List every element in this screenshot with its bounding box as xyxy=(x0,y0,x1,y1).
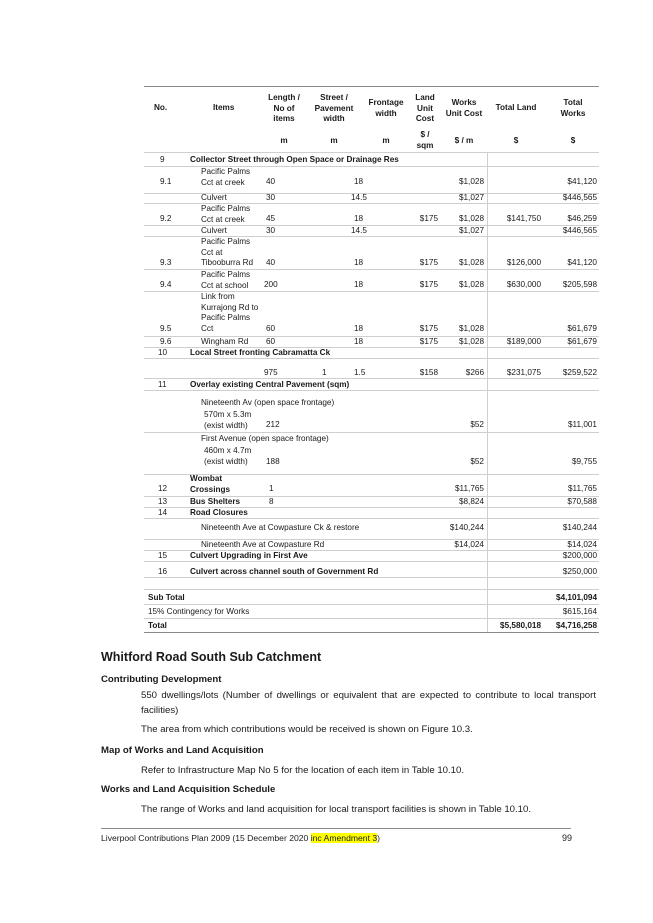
row-item: Pacific Palms Cct at creek xyxy=(201,204,251,224)
header-frontage: Frontage width xyxy=(368,98,404,118)
cell-total-works: $446,565 xyxy=(562,193,597,202)
cell-length: 40 xyxy=(266,177,276,186)
subtotal-label: Sub Total xyxy=(148,593,185,602)
header-total-works: Total Works xyxy=(560,98,586,118)
contributing-text: 550 dwellings/lots (Number of dwellings or equivalent that are expected to contribute to local transport facilities) xyxy=(141,690,596,716)
cell-works-unit: $1,028 xyxy=(458,177,484,186)
row-no: 9.6 xyxy=(160,337,172,346)
header-length: Length / No of items xyxy=(268,93,300,123)
row-item: Overlay existing Central Pavement (sqm) xyxy=(190,380,350,389)
total-label: Total xyxy=(148,621,167,630)
cell-length: 30 xyxy=(266,193,276,202)
cell-frontage: 1.5 xyxy=(354,368,366,377)
cell-length: 1 xyxy=(269,484,274,493)
total-works: $4,716,258 xyxy=(556,621,597,630)
unit-works: $ / m xyxy=(454,136,474,145)
row-item: Wingham Rd xyxy=(201,337,249,346)
row-item: Pacific Palms Cct at creek xyxy=(201,167,251,187)
total-land: $5,580,018 xyxy=(500,621,541,630)
header-no: No. xyxy=(154,103,168,112)
row-item: Nineteenth Av (open space frontage) xyxy=(201,398,335,407)
row-item: Nineteenth Ave at Cowpasture Rd xyxy=(201,540,325,549)
cell-length: 200 xyxy=(264,280,278,289)
cell-land-unit: $175 xyxy=(419,324,438,333)
cell-land-unit: $175 xyxy=(419,280,438,289)
unit-frontage: m xyxy=(382,136,390,145)
contributing-heading: Contributing Development xyxy=(101,674,222,685)
cell-total-land: $189,000 xyxy=(506,337,541,346)
cell-total-works: $41,120 xyxy=(567,177,597,186)
cell-frontage: 18 xyxy=(354,177,364,186)
cell-length: 60 xyxy=(266,324,276,333)
cell-total-works: $61,679 xyxy=(567,324,597,333)
cell-frontage: 18 xyxy=(354,337,364,346)
cell-length: 975 xyxy=(264,368,278,377)
row-no: 9.1 xyxy=(160,177,172,186)
cell-total-works: $41,120 xyxy=(567,258,597,267)
row-no: 10 xyxy=(158,348,168,357)
row-no: 9 xyxy=(160,155,165,164)
footer-text: Liverpool Contributions Plan 2009 (15 December 2020 inc Amendment 3) xyxy=(101,833,381,843)
cell-works-unit: $52 xyxy=(470,420,484,429)
row-item: Culvert Upgrading in First Ave xyxy=(190,551,308,560)
cell-works-unit: $14,024 xyxy=(454,540,484,549)
cell-total-works: $250,000 xyxy=(562,567,597,576)
cell-works-unit: $1,028 xyxy=(458,214,484,223)
cell-length: 40 xyxy=(266,258,276,267)
cell-length: 60 xyxy=(266,337,276,346)
map-text: Refer to Infrastructure Map No 5 for the location of each item in Table 10.10. xyxy=(141,765,464,776)
row-item: First Avenue (open space frontage) xyxy=(201,434,329,443)
row-no: 13 xyxy=(158,497,168,506)
cell-total-works: $259,522 xyxy=(562,368,597,377)
contingency-label: 15% Contingency for Works xyxy=(148,607,250,616)
cell-street: 1 xyxy=(322,368,327,377)
cell-works-unit: $52 xyxy=(470,457,484,466)
cell-total-works: $61,679 xyxy=(567,337,597,346)
amendment-highlight: inc Amendment 3 xyxy=(310,833,378,843)
cell-frontage: 18 xyxy=(354,258,364,267)
cell-land-unit: $158 xyxy=(419,368,438,377)
cell-total-land: $126,000 xyxy=(506,258,541,267)
cell-land-unit: $175 xyxy=(419,258,438,267)
schedule-heading: Works and Land Acquisition Schedule xyxy=(101,784,276,795)
row-item: Pacific Palms Cct at Tibooburra Rd xyxy=(201,237,254,267)
cell-land-unit: $175 xyxy=(419,337,438,346)
row-item: Pacific Palms Cct at school xyxy=(201,270,251,290)
cell-total-land: $141,750 xyxy=(506,214,541,223)
cell-total-works: $46,259 xyxy=(567,214,597,223)
header-street: Street / Pavement width xyxy=(314,93,354,123)
cell-total-works: $140,244 xyxy=(562,523,597,532)
cell-works-unit: $1,028 xyxy=(458,337,484,346)
contingency-works: $615,164 xyxy=(562,607,597,616)
unit-length: m xyxy=(280,136,288,145)
cell-length: 188 xyxy=(266,457,280,466)
row-item: Culvert across channel south of Government Rd xyxy=(190,567,379,576)
cell-frontage: 18 xyxy=(354,214,364,223)
cell-frontage: 14.5 xyxy=(351,226,367,235)
cell-works-unit: $140,244 xyxy=(449,523,484,532)
row-item: 460m x 4.7m (exist width) xyxy=(204,446,252,466)
cell-total-works: $14,024 xyxy=(567,540,597,549)
cell-total-works: $11,001 xyxy=(568,420,597,429)
cell-works-unit: $266 xyxy=(465,368,484,377)
row-no: 16 xyxy=(158,567,168,576)
cell-total-works: $9,755 xyxy=(571,457,597,466)
cell-works-unit: $1,027 xyxy=(458,193,484,202)
cell-total-works: $200,000 xyxy=(562,551,597,560)
cell-length: 212 xyxy=(266,420,280,429)
cell-total-land: $231,075 xyxy=(506,368,541,377)
schedule-text: The range of Works and land acquisition for local transport facilities is shown in Table 10.10. xyxy=(141,804,532,815)
subtotal-works: $4,101,094 xyxy=(556,593,597,602)
cell-total-works: $205,598 xyxy=(562,280,597,289)
contributing-area-text: The area from which contributions would be received is shown on Figure 10.3. xyxy=(141,724,473,735)
unit-total-works: $ xyxy=(570,136,576,145)
cell-works-unit: $11,765 xyxy=(455,484,484,493)
cell-total-land: $630,000 xyxy=(506,280,541,289)
row-no: 9.5 xyxy=(160,324,172,333)
row-item: Bus Shelters xyxy=(190,497,241,506)
row-item: Local Street fronting Cabramatta Ck xyxy=(190,348,331,357)
row-item: Link from Kurrajong Rd to Pacific Palms Cct xyxy=(201,292,259,333)
row-item: Culvert xyxy=(201,193,227,202)
unit-street: m xyxy=(330,136,338,145)
map-heading: Map of Works and Land Acquisition xyxy=(101,745,264,756)
row-item: Culvert xyxy=(201,226,227,235)
unit-total-land: $ xyxy=(513,136,519,145)
cell-total-works: $446,565 xyxy=(562,226,597,235)
section-title: Whitford Road South Sub Catchment xyxy=(101,650,322,664)
row-no: 11 xyxy=(158,380,167,389)
header-land-unit: Land Unit Cost xyxy=(415,93,435,123)
row-item: 570m x 5.3m (exist width) xyxy=(204,410,252,430)
row-no: 9.2 xyxy=(160,214,172,223)
row-no: 9.4 xyxy=(160,280,172,289)
cell-frontage: 18 xyxy=(354,324,364,333)
row-item: Nineteenth Ave at Cowpasture Ck & restore xyxy=(201,523,360,532)
cell-length: 30 xyxy=(266,226,276,235)
cell-works-unit: $1,028 xyxy=(458,258,484,267)
row-no: 12 xyxy=(158,484,168,493)
row-item: Collector Street through Open Space or Drainage Res xyxy=(190,155,399,164)
cell-works-unit: $1,027 xyxy=(458,226,484,235)
cell-works-unit: $8,824 xyxy=(458,497,484,506)
row-no: 9.3 xyxy=(160,258,172,267)
row-no: 15 xyxy=(158,551,168,560)
unit-land: $ / sqm xyxy=(416,130,434,150)
header-items: Items xyxy=(213,103,235,112)
row-item: Wombat Crossings xyxy=(190,474,231,494)
cell-land-unit: $175 xyxy=(419,214,438,223)
cell-total-works: $70,588 xyxy=(567,497,597,506)
row-item: Road Closures xyxy=(190,508,248,517)
cell-frontage: 18 xyxy=(354,280,364,289)
header-works-unit: Works Unit Cost xyxy=(445,98,483,118)
cell-works-unit: $1,028 xyxy=(458,280,484,289)
cell-length: 8 xyxy=(269,497,274,506)
row-no: 14 xyxy=(158,508,168,517)
footer-rule xyxy=(101,828,571,829)
cell-frontage: 14.5 xyxy=(351,193,367,202)
cell-total-works: $11,765 xyxy=(568,484,597,493)
cell-length: 45 xyxy=(266,214,276,223)
cell-works-unit: $1,028 xyxy=(458,324,484,333)
page-number: 99 xyxy=(562,833,573,843)
header-total-land: Total Land xyxy=(495,103,537,112)
